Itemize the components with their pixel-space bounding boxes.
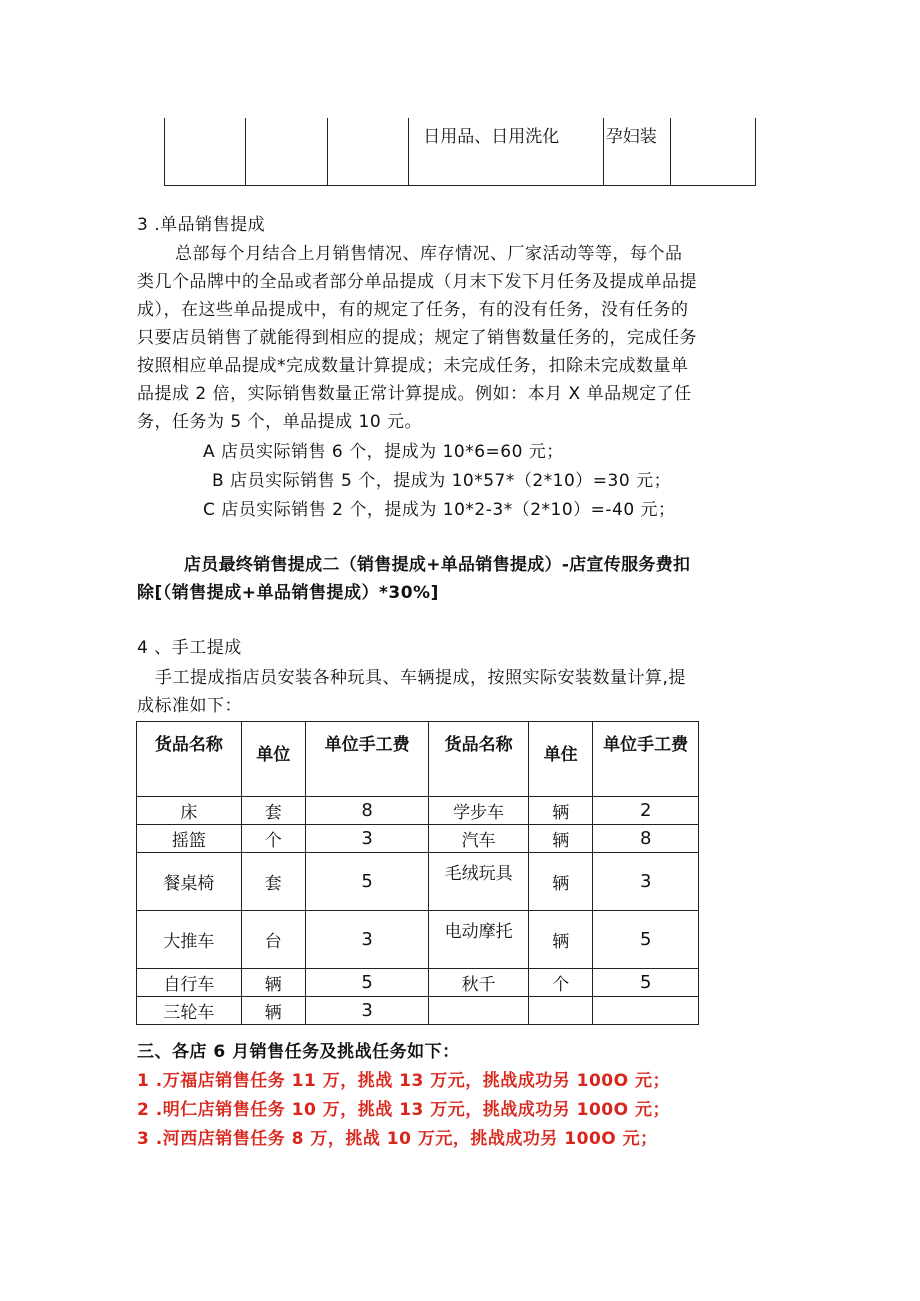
table-cell: 2 <box>593 797 699 825</box>
paragraph-line: 务，任务为 5 个，单品提成 10 元。 <box>137 412 423 432</box>
store-task-item: 1 .万福店销售任务 11 万，挑战 13 万元，挑战成功另 100O 元； <box>137 1071 670 1091</box>
paragraph-line: 只要店员销售了就能得到相应的提成；规定了销售数量任务的，完成任务 <box>137 328 697 348</box>
table-cell: 辆 <box>529 825 593 853</box>
example-line: C 店员实际销售 2 个，提成为 10*2-3*（2*10）=-40 元； <box>203 500 676 520</box>
table-cell <box>670 118 755 186</box>
table-header: 货品名称 <box>429 722 529 797</box>
table-cell: 3 <box>593 853 699 911</box>
table-cell: 3 <box>305 825 428 853</box>
table-cell <box>165 118 246 186</box>
table-row <box>137 853 699 911</box>
table-cell: 个 <box>529 969 593 997</box>
section-heading: 4 、手工提成 <box>137 638 242 658</box>
table-cell: 3 <box>305 911 428 969</box>
table-cell: 孕妇装 <box>603 118 670 186</box>
table-header: 单位手工费 <box>305 722 428 797</box>
table-cell: 大推车 <box>137 911 242 969</box>
handwork-fee-table <box>136 721 699 1025</box>
table-header: 货品名称 <box>137 722 242 797</box>
table-row <box>165 118 756 186</box>
paragraph-line: 品提成 2 倍，实际销售数量正常计算提成。例如：本月 X 单品规定了任 <box>137 384 692 404</box>
table-cell: 学步车 <box>429 797 529 825</box>
formula-line: 除[（销售提成+单品销售提成）*30%] <box>137 583 439 603</box>
table-cell <box>529 997 593 1025</box>
store-task-item: 2 .明仁店销售任务 10 万，挑战 13 万元，挑战成功另 100O 元； <box>137 1100 670 1120</box>
table-cell: 5 <box>305 969 428 997</box>
table-row <box>137 969 699 997</box>
paragraph-line: 类几个品牌中的全品或者部分单品提成（月末下发下月任务及提成单品提 <box>137 272 697 292</box>
store-task-item: 3 .河西店销售任务 8 万，挑战 10 万元，挑战成功另 100O 元； <box>137 1129 658 1149</box>
table-cell <box>327 118 408 186</box>
table-cell: 毛绒玩具 <box>429 853 529 911</box>
table-cell: 5 <box>593 911 699 969</box>
table-cell: 8 <box>305 797 428 825</box>
table-cell: 辆 <box>241 969 305 997</box>
table-cell: 台 <box>241 911 305 969</box>
paragraph-line: 按照相应单品提成*完成数量计算提成；未完成任务，扣除未完成数量单 <box>137 356 689 376</box>
table-cell: 摇篮 <box>137 825 242 853</box>
table-cell: 辆 <box>529 797 593 825</box>
paragraph-line: 成标准如下： <box>137 696 242 716</box>
table-header-row <box>137 722 699 797</box>
formula-line: 店员最终销售提成二（销售提成+单品销售提成）-店宣传服务费扣 <box>184 555 691 575</box>
table-row <box>137 797 699 825</box>
table-cell: 辆 <box>529 911 593 969</box>
table-cell: 三轮车 <box>137 997 242 1025</box>
table-cell <box>593 997 699 1025</box>
table-cell: 5 <box>305 853 428 911</box>
table-cell: 床 <box>137 797 242 825</box>
table-cell <box>429 997 529 1025</box>
example-line: A 店员实际销售 6 个，提成为 10*6=60 元； <box>203 442 564 462</box>
table-cell <box>246 118 327 186</box>
paragraph-line: 手工提成指店员安装各种玩具、车辆提成，按照实际安装数量计算,提 <box>155 668 686 688</box>
table-cell: 5 <box>593 969 699 997</box>
table-cell: 汽车 <box>429 825 529 853</box>
table-row <box>137 997 699 1025</box>
table-cell: 自行车 <box>137 969 242 997</box>
paragraph-line: 总部每个月结合上月销售情况、库存情况、厂家活动等等，每个品 <box>175 244 683 264</box>
paragraph-line: 成），在这些单品提成中，有的规定了任务，有的没有任务，没有任务的 <box>137 300 689 320</box>
table-cell: 个 <box>241 825 305 853</box>
table-cell: 套 <box>241 797 305 825</box>
top-category-table <box>164 118 756 186</box>
table-cell: 餐桌椅 <box>137 853 242 911</box>
section-heading: 3 .单品销售提成 <box>137 215 266 235</box>
table-cell: 电动摩托 <box>429 911 529 969</box>
table-cell: 秋千 <box>429 969 529 997</box>
table-header: 单位手工费 <box>593 722 699 797</box>
table-cell: 3 <box>305 997 428 1025</box>
table-row <box>137 825 699 853</box>
example-line: B 店员实际销售 5 个，提成为 10*57*（2*10）=30 元； <box>212 471 672 491</box>
table-cell: 8 <box>593 825 699 853</box>
table-row <box>137 911 699 969</box>
table-cell: 套 <box>241 853 305 911</box>
table-cell: 辆 <box>529 853 593 911</box>
table-cell: 日用品、日用洗化 <box>409 118 604 186</box>
table-cell: 辆 <box>241 997 305 1025</box>
section-heading: 三、各店 6 月销售任务及挑战任务如下： <box>137 1042 460 1062</box>
table-header: 单住 <box>529 722 593 797</box>
table-header: 单位 <box>241 722 305 797</box>
